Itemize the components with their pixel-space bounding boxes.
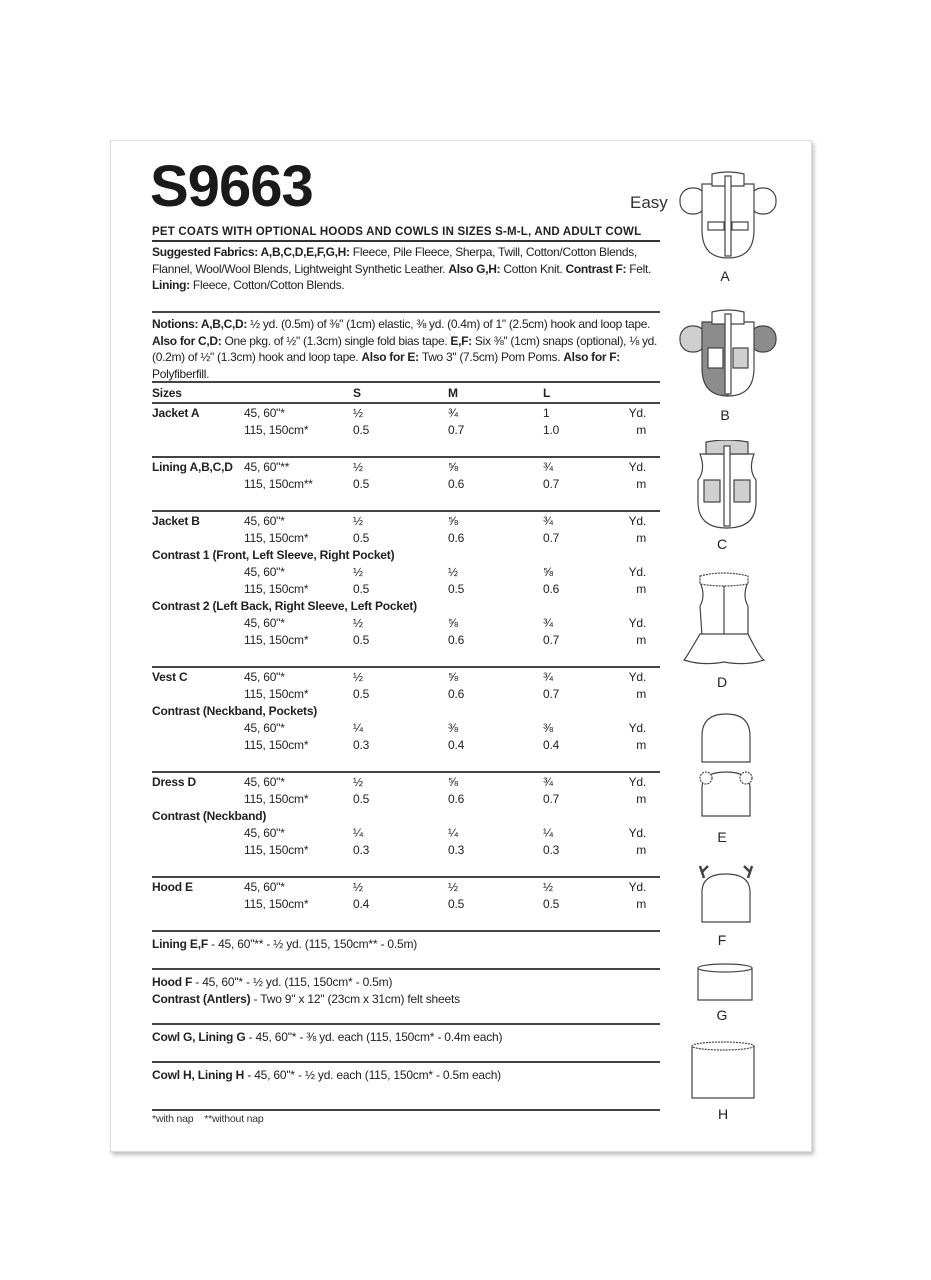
view-c-vest-illustration (692, 440, 762, 532)
size-s-value: 0.5 (353, 687, 370, 701)
text: ½ yd. (0.5m) of ⅜" (1cm) elastic, ⅜ yd. (0.4m) of 1" (2.5cm) hook and loop tape. (250, 317, 651, 331)
size-m-value: ¼ (448, 826, 458, 840)
fabric-width: 115, 150cm* (244, 633, 309, 647)
text: - Two 9" x 12" (23cm x 31cm) felt sheets (250, 992, 460, 1006)
size-l-value: 0.5 (543, 897, 560, 911)
bold-label: Also G,H: (448, 261, 504, 276)
size-s-value: ¼ (353, 826, 363, 840)
table-row (152, 632, 660, 649)
size-m-value: 0.6 (448, 687, 465, 701)
text: - 45, 60"* - ½ yd. each (115, 150cm* - 0.5m each) (244, 1068, 501, 1082)
garment-label: Jacket B (152, 514, 200, 528)
size-m-value: ½ (448, 880, 458, 894)
table-row (152, 564, 660, 581)
size-m-value: ⅝ (448, 670, 458, 684)
size-m-value: ⅝ (448, 775, 458, 789)
size-s-value: 0.5 (353, 792, 370, 806)
difficulty-level: Easy (630, 193, 668, 212)
pattern-subtitle: PET COATS WITH OPTIONAL HOODS AND COWLS IN SIZES S-M-L, AND ADULT COWL (152, 226, 660, 242)
table-row (152, 669, 660, 686)
table-row (152, 896, 660, 913)
fabric-width: 45, 60"* (244, 670, 285, 684)
size-l-value: ½ (543, 880, 553, 894)
table-row (152, 879, 660, 896)
yardage-table (152, 381, 660, 1125)
fabric-width: 45, 60"* (244, 406, 285, 420)
size-l-value: ¾ (543, 775, 553, 789)
size-m-value: ¾ (448, 406, 458, 420)
size-l-value: 0.3 (543, 843, 560, 857)
notions (152, 316, 660, 382)
contrast-subheading: Contrast 2 (Left Back, Right Sleeve, Left Pocket) (152, 599, 417, 613)
size-l-value: 0.6 (543, 582, 560, 596)
size-s-value: ½ (353, 880, 363, 894)
fabric-width: 45, 60"** (244, 460, 290, 474)
unit: Yd. (628, 565, 646, 579)
unit: m (636, 633, 646, 647)
text: Polyfiberfill. (152, 366, 210, 381)
fabric-width: 45, 60"* (244, 880, 285, 894)
view-f-antler-hood-illustration (696, 862, 756, 926)
text: Two 3" (7.5cm) Pom Poms. (421, 350, 564, 364)
table-body (152, 404, 660, 932)
bold-label: Also for F: (563, 350, 620, 364)
fabric-width: 45, 60"* (244, 565, 285, 579)
unit: Yd. (628, 880, 646, 894)
table-group (152, 404, 660, 458)
table-row (152, 422, 660, 439)
unit: Yd. (628, 775, 646, 789)
fabric-width: 115, 150cm* (244, 582, 309, 596)
fabric-width: 115, 150cm* (244, 843, 309, 857)
yardage-section (152, 970, 660, 1025)
size-s-value: ½ (353, 406, 363, 420)
table-row (152, 686, 660, 703)
text: Fleece, Cotton/Cotton Blends. (192, 278, 345, 292)
bold-label: Suggested Fabrics: A,B,C,D,E,F,G,H: (152, 245, 353, 259)
unit: Yd. (628, 616, 646, 630)
unit: m (636, 423, 646, 437)
fabric-width: 115, 150cm* (244, 531, 309, 545)
unit: m (636, 531, 646, 545)
table-group (152, 668, 660, 773)
table-row (152, 530, 660, 547)
size-l-value: ¾ (543, 460, 553, 474)
table-row (152, 405, 660, 422)
header-size-m: M (448, 386, 458, 400)
size-l-value: ¼ (543, 826, 553, 840)
header-sizes: Sizes (152, 386, 182, 400)
table-row (152, 547, 660, 564)
yardage-line (152, 1067, 660, 1084)
bold-label: E,F: (450, 333, 475, 348)
size-l-value: 0.7 (543, 792, 560, 806)
size-l-value: 1.0 (543, 423, 560, 437)
fabric-width: 115, 150cm* (244, 423, 309, 437)
unit: m (636, 687, 646, 701)
size-l-value: ¾ (543, 514, 553, 528)
header-size-l: L (543, 386, 551, 400)
fabric-width: 115, 150cm* (244, 897, 309, 911)
size-m-value: 0.7 (448, 423, 465, 437)
unit: m (636, 897, 646, 911)
table-group (152, 458, 660, 512)
size-l-value: ¾ (543, 616, 553, 630)
size-s-value: 0.5 (353, 582, 370, 596)
contrast-subheading: Contrast (Neckband) (152, 809, 267, 823)
fabric-width: 115, 150cm** (244, 477, 313, 491)
table-row (152, 476, 660, 493)
text: - 45, 60"* - ½ yd. (115, 150cm* - 0.5m) (192, 975, 393, 989)
unit: Yd. (628, 670, 646, 684)
size-m-value: 0.6 (448, 633, 465, 647)
size-l-value: 0.7 (543, 477, 560, 491)
bold-label: Lining: (152, 278, 193, 292)
yardage-line (152, 936, 660, 953)
bold-label: Cowl H, Lining H (152, 1068, 245, 1082)
size-m-value: ⅝ (448, 514, 458, 528)
size-l-value: ⅝ (543, 565, 553, 579)
yardage-line (152, 974, 660, 991)
unit: m (636, 582, 646, 596)
bold-label: Contrast F: (565, 261, 630, 276)
view-label-e: E (717, 829, 727, 845)
table-group (152, 878, 660, 932)
contrast-subheading: Contrast (Neckband, Pockets) (152, 704, 318, 718)
size-m-value: ½ (448, 565, 458, 579)
size-m-value: 0.6 (448, 792, 465, 806)
size-l-value: ¾ (543, 670, 553, 684)
yardage-line (152, 1029, 660, 1046)
view-a-jacket-illustration (678, 170, 778, 262)
garment-label: Jacket A (152, 406, 200, 420)
fabric-width: 45, 60"* (244, 616, 285, 630)
size-m-value: ⅝ (448, 460, 458, 474)
text: - 45, 60"** - ½ yd. (115, 150cm** - 0.5m) (208, 937, 418, 951)
view-e-hood-illustration (698, 712, 754, 824)
header-size-s: S (353, 386, 361, 400)
yardage-section (152, 1063, 660, 1111)
unit: m (636, 477, 646, 491)
unit: m (636, 843, 646, 857)
footnote: *with nap **without nap (152, 1113, 264, 1125)
bold-label: Also for E: (361, 350, 422, 364)
unit: Yd. (628, 826, 646, 840)
unit: m (636, 738, 646, 752)
table-row (152, 825, 660, 842)
table-row (152, 598, 660, 615)
table-row (152, 791, 660, 808)
table-group (152, 512, 660, 668)
garment-label: Dress D (152, 775, 196, 789)
table-row (152, 581, 660, 598)
size-s-value: ¼ (353, 721, 363, 735)
size-m-value: 0.6 (448, 477, 465, 491)
view-label-c: C (716, 536, 728, 552)
size-l-value: 0.7 (543, 687, 560, 701)
table-group (152, 773, 660, 878)
bold-label: Hood F (152, 975, 193, 989)
size-s-value: ½ (353, 775, 363, 789)
yardage-section (152, 1025, 660, 1063)
view-label-a: A (720, 268, 730, 284)
text: Felt. (629, 261, 652, 276)
fabric-width: 45, 60"* (244, 826, 285, 840)
size-m-value: 0.3 (448, 843, 465, 857)
additional-yardage (152, 932, 660, 1111)
view-b-jacket-illustration (678, 308, 778, 400)
suggested-fabrics (152, 244, 660, 294)
table-row (152, 842, 660, 859)
unit: Yd. (628, 460, 646, 474)
fabric-width: 45, 60"* (244, 721, 285, 735)
fabric-width: 115, 150cm* (244, 687, 309, 701)
table-row (152, 459, 660, 476)
size-s-value: 0.3 (353, 738, 370, 752)
size-l-value: 0.7 (543, 633, 560, 647)
view-label-h: H (717, 1106, 729, 1122)
bold-label: Cowl G, Lining G (152, 1030, 246, 1044)
view-g-cowl-illustration (696, 962, 754, 1004)
size-s-value: ½ (353, 565, 363, 579)
size-s-value: ½ (353, 616, 363, 630)
yardage-line (152, 991, 660, 1008)
bold-label: Also for C,D: (152, 333, 225, 348)
size-s-value: 0.3 (353, 843, 370, 857)
size-l-value: 0.7 (543, 531, 560, 545)
table-header (152, 381, 660, 404)
size-s-value: 0.5 (353, 633, 370, 647)
garment-label: Vest C (152, 670, 188, 684)
unit: Yd. (628, 514, 646, 528)
view-label-f: F (717, 932, 727, 948)
size-m-value: 0.5 (448, 897, 465, 911)
table-row (152, 774, 660, 791)
view-d-dress-illustration (682, 572, 766, 666)
size-m-value: ⅜ (448, 721, 458, 735)
view-label-b: B (720, 407, 730, 423)
bold-label: Contrast (Antlers) (152, 992, 251, 1006)
contrast-subheading: Contrast 1 (Front, Left Sleeve, Right Pocket) (152, 548, 395, 562)
fabric-width: 115, 150cm* (244, 792, 309, 806)
table-row (152, 513, 660, 530)
text: Cotton Knit. (503, 261, 566, 276)
size-s-value: 0.5 (353, 423, 370, 437)
fabric-width: 45, 60"* (244, 775, 285, 789)
view-label-g: G (716, 1007, 728, 1023)
text: Six ⅜" (1cm) snaps (optional), ⅛ yd. (0.2m) of ½" (1.3cm) hook and loop tape. (152, 333, 658, 364)
size-s-value: ½ (353, 514, 363, 528)
size-l-value: ⅜ (543, 721, 553, 735)
fabric-width: 115, 150cm* (244, 738, 309, 752)
size-s-value: 0.5 (353, 477, 370, 491)
table-row (152, 703, 660, 720)
size-m-value: ⅝ (448, 616, 458, 630)
size-m-value: 0.5 (448, 582, 465, 596)
text: Fleece, Pile Fleece, Sherpa, Twill, Cotton/Cotton Blends, Flannel, Wool/Wool Blends, Lightweight Synthetic Leather. (152, 245, 637, 276)
fabric-width: 45, 60"* (244, 514, 285, 528)
table-row (152, 737, 660, 754)
garment-label: Lining A,B,C,D (152, 460, 233, 474)
unit: Yd. (628, 721, 646, 735)
text: One pkg. of ½" (1.3cm) single fold bias tape. (224, 333, 451, 348)
table-row (152, 615, 660, 632)
garment-label: Hood E (152, 880, 193, 894)
divider (152, 311, 660, 313)
size-s-value: 0.5 (353, 531, 370, 545)
view-h-cowl-illustration (690, 1040, 756, 1102)
size-s-value: 0.4 (353, 897, 370, 911)
unit: m (636, 792, 646, 806)
view-label-d: D (716, 674, 728, 690)
size-m-value: 0.4 (448, 738, 465, 752)
size-s-value: ½ (353, 670, 363, 684)
pattern-number: S9663 (150, 154, 313, 219)
table-row (152, 720, 660, 737)
bold-label: Lining E,F (152, 937, 208, 951)
unit: Yd. (628, 406, 646, 420)
size-m-value: 0.6 (448, 531, 465, 545)
size-l-value: 0.4 (543, 738, 560, 752)
size-s-value: ½ (353, 460, 363, 474)
yardage-section (152, 932, 660, 970)
table-row (152, 808, 660, 825)
size-l-value: 1 (543, 406, 550, 420)
text: - 45, 60"* - ⅜ yd. each (115, 150cm* - 0.4m each) (245, 1030, 503, 1044)
bold-label: Notions: A,B,C,D: (152, 317, 251, 331)
